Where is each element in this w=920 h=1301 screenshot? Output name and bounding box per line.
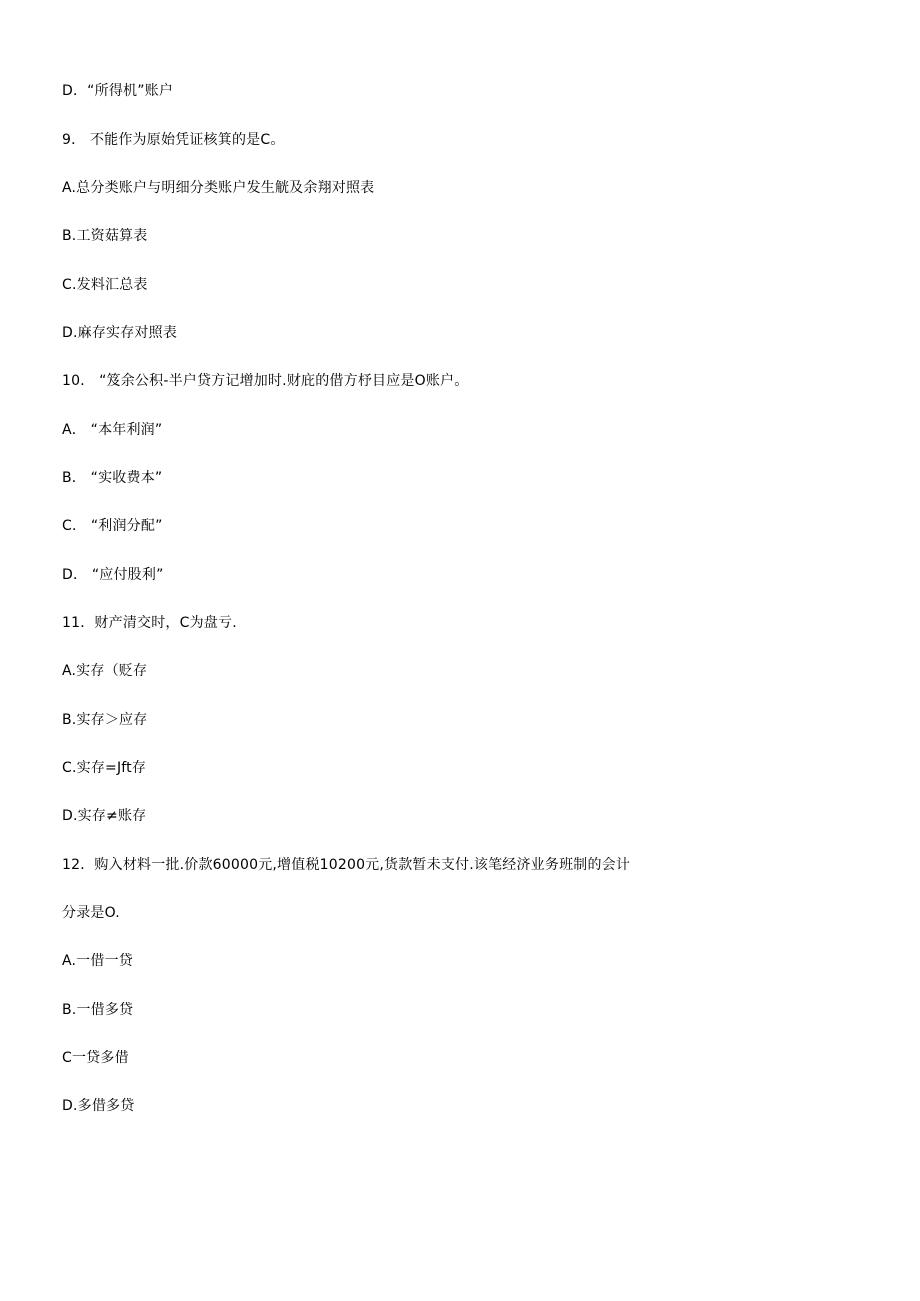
question-10: 10． “笈余公积-半户贷方记增加时.财庇的借方杼目应是O账户。 [62,373,469,389]
option-d-q10: D． “应付股利” [62,567,164,583]
question-11: 11．财产清交时，C为盘亏. [62,615,237,631]
option-d-q11: D.实存≠账存 [62,808,147,824]
option-d-q8: D．“所得机”账户 [62,83,174,99]
option-b-q10: B． “实收费本” [62,470,163,486]
option-c-q12: C一贷多借 [62,1050,129,1066]
option-a-q9: A.总分类账户与明细分类账户发生觥及余翔对照表 [62,180,375,196]
option-d-q9: D.麻存实存对照表 [62,325,178,341]
option-c-q11: C.实存=Jft存 [62,760,147,776]
option-a-q12: A.一借一贷 [62,953,133,969]
option-a-q10: A． “本年利润” [62,422,163,438]
option-a-q11: A.实存（贬存 [62,663,148,679]
option-b-q9: B.工资菇算表 [62,228,148,244]
question-9: 9． 不能作为原始凭证核箕的是C。 [62,132,285,148]
option-d-q12: D.多借多贷 [62,1098,135,1114]
option-b-q12: B.一借多贷 [62,1002,134,1018]
option-c-q10: C． “利润分配” [62,518,163,534]
option-c-q9: C.发料汇总表 [62,277,148,293]
question-12-continued: 分录是O. [62,905,120,921]
option-b-q11: B.实存＞应存 [62,712,148,728]
question-12: 12．购入材料一批.价款60000元,增值税10200元,货款暂未支付.该笔经济业务班制的会计 [62,857,631,873]
